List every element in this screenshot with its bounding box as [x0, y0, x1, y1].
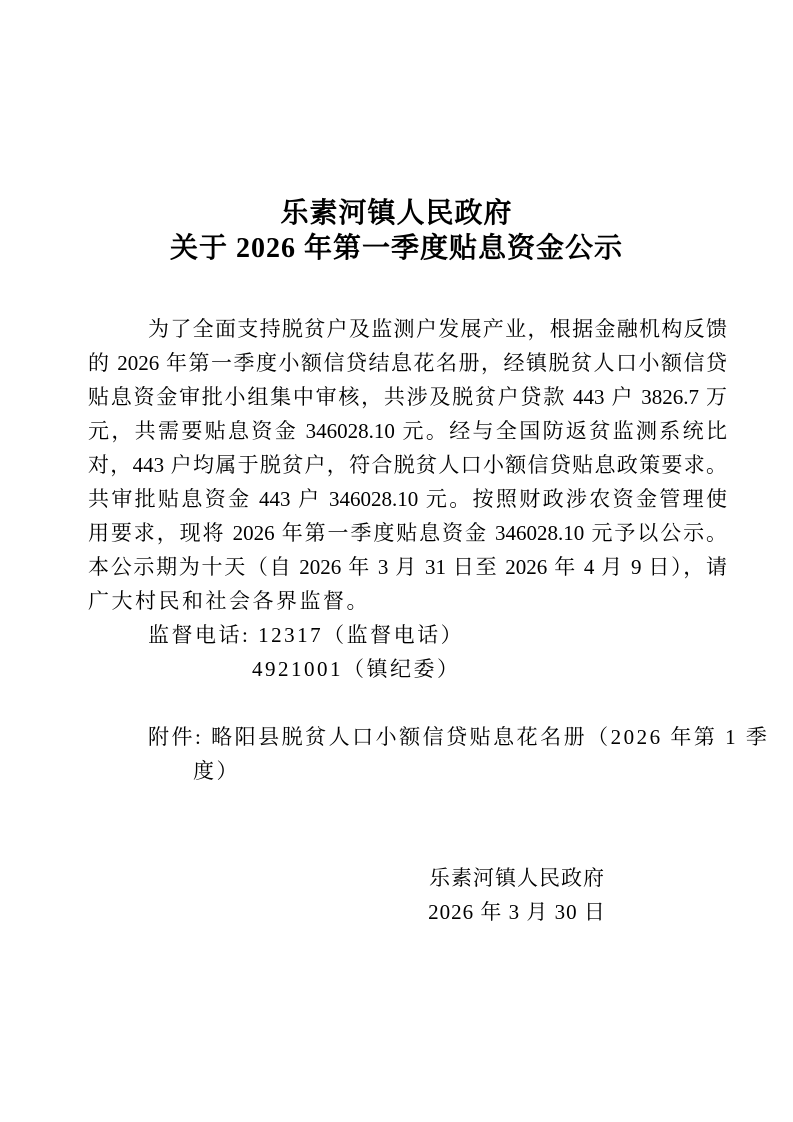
body-line: 的 2026 年第一季度小额信贷结息花名册，经镇脱贫人口小额信贷	[88, 351, 727, 375]
body-line: 对，443 户均属于脱贫户，符合脱贫人口小额信贷贴息政策要求。	[88, 453, 727, 477]
document-body	[0, 312, 793, 788]
title-line-1: 乐素河镇人民政府	[280, 198, 513, 229]
blank-line	[88, 686, 727, 720]
body-line: 元，共需要贴息资金 346028.10 元。经与全国防返贫监测系统比	[88, 419, 727, 443]
title-line-2: 关于 2026 年第一季度贴息资金公示	[169, 233, 623, 264]
body-line: 广大村民和社会各界监督。	[88, 589, 370, 613]
attachment-line-1: 附件: 略阳县脱贫人口小额信贷贴息花名册（2026 年第 1 季	[148, 725, 770, 749]
discipline-phone-line: 4921001（镇纪委）	[252, 657, 461, 681]
body-line: 本公示期为十天（自 2026 年 3 月 31 日至 2026 年 4 月 9 日），请	[88, 555, 727, 579]
signature-date: 2026 年 3 月 30 日	[428, 900, 606, 924]
body-line: 共审批贴息资金 443 户 346028.10 元。按照财政涉农资金管理使	[88, 487, 727, 511]
document-title	[0, 0, 793, 266]
supervision-phone-line: 监督电话: 12317（监督电话）	[148, 623, 465, 647]
body-line: 贴息资金审批小组集中审核，共涉及脱贫户贷款 443 户 3826.7 万	[88, 385, 727, 409]
signature-org: 乐素河镇人民政府	[429, 866, 605, 890]
body-line: 为了全面支持脱贫户及监测户发展产业，根据金融机构反馈	[148, 317, 727, 341]
body-line: 用要求，现将 2026 年第一季度贴息资金 346028.10 元予以公示。	[88, 521, 727, 545]
attachment-line-2: 度）	[193, 759, 240, 783]
signature-block	[417, 861, 617, 929]
